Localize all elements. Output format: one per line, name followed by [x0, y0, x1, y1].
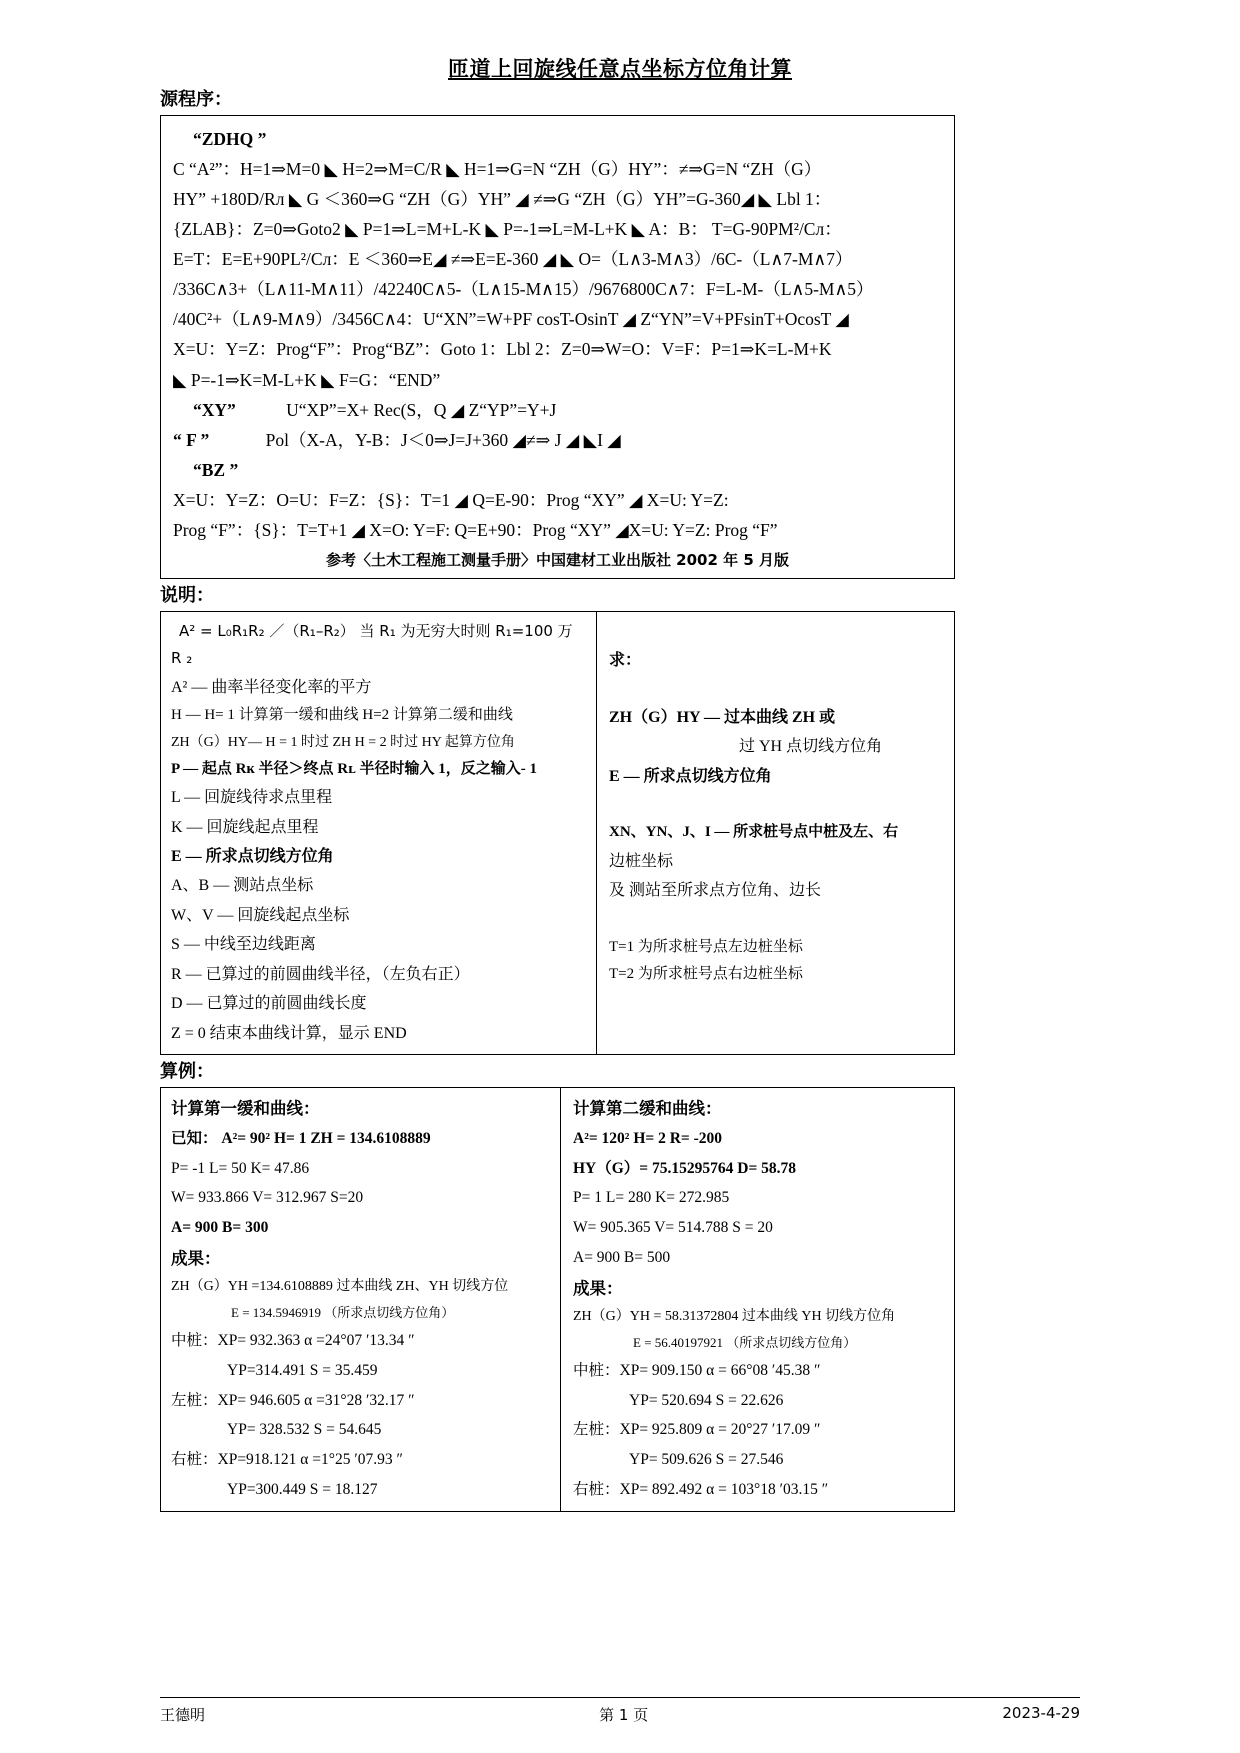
explain-item-d: D — 已算过的前圆曲线长度: [171, 995, 367, 1013]
explain-item-e: E — 所求点切线方位角: [171, 848, 334, 866]
code-line: /40C²+（L∧9-M∧9）/3456C∧4：U“XN”=W+PF cosT-OsinT ◢ Z“YN”=V+PFsinT+OcosT ◢: [173, 309, 849, 330]
example-right-column: [561, 1088, 954, 1511]
example-left-title: 计算第一缓和曲线：: [171, 1098, 320, 1118]
reference-note: 参考〈土木工程施工测量手册〉中国建材工业出版社 2002 年 5 月版: [325, 551, 790, 570]
example-left-result-2: 中桩：XP= 932.363 α =24°07 ′13.34 ″: [171, 1332, 415, 1350]
example-left-result-label: 成果：: [171, 1248, 221, 1268]
code-line: X=U：Y=Z：O=U：F=Z：{S}：T=1 ◢ Q=E-90：Prog “XY” ◢ X=U: Y=Z:: [173, 489, 729, 510]
explain-right-column: [597, 612, 954, 1055]
example-right-result-1: E = 56.40197921 （所求点切线方位角）: [633, 1334, 857, 1350]
example-right-known-1: HY（G）= 75.15295764 D= 58.78: [573, 1159, 797, 1177]
code-line: /336C∧3+（L∧11-M∧11）/42240C∧5-（L∧15-M∧15）/9676800C∧7：F=L-M-（L∧5-M∧5）: [173, 279, 874, 300]
example-left-result-7: YP=300.449 S = 18.127: [227, 1480, 378, 1498]
example-right-known-4: A= 900 B= 500: [573, 1248, 671, 1266]
example-left-known-1: P= -1 L= 50 K= 47.86: [171, 1159, 310, 1177]
example-right-known-3: W= 905.365 V= 514.788 S = 20: [573, 1219, 773, 1237]
explain-item-z: Z = 0 结束本曲线计算，显示 END: [171, 1024, 407, 1042]
explain-box: [160, 611, 955, 1056]
spacer: [609, 906, 946, 934]
explain-zh-hy-text: ZH（G）HY — 过本曲线 ZH 或: [609, 709, 836, 727]
explain-item-p: P — 起点 Rĸ 半径＞终点 Rʟ 半径时输入 1，反之输入- 1: [171, 760, 537, 777]
explain-item-k: K — 回旋线起点里程: [171, 818, 319, 836]
explain-formula-cont: R ₂: [171, 649, 193, 668]
example-section-label: 算例：: [160, 1061, 214, 1083]
explain-item-l: L — 回旋线待求点里程: [171, 789, 333, 807]
subroutine-f: [173, 425, 942, 455]
example-left-known-3: A= 900 B= 300: [171, 1219, 269, 1237]
explain-e-line: E — 所求点切线方位角: [609, 767, 772, 785]
code-line: E=T：E=E+90PL²/Cл：E ＜360⇒E◢ ≠⇒E=E-360 ◢ ◣ O=（L∧3-M∧3）/6C-（L∧7-M∧7）: [173, 249, 853, 270]
explain-item-r: R — 已算过的前圆曲线半径，（左负右正）: [171, 965, 470, 983]
subroutine-f-body: Pol（X-A，Y-B：J＜0⇒J=J+360 ◢≠⇒ J ◢ ◣I ◢: [265, 429, 621, 450]
spacer: [609, 675, 946, 703]
source-code-box: [160, 115, 955, 579]
explain-item-s: S — 中线至边线距离: [171, 936, 316, 954]
explain-item-a2: A² — 曲率半径变化率的平方: [171, 678, 372, 696]
example-right-result-0: ZH（G）YH = 58.31372804 过本曲线 YH 切线方位角: [573, 1309, 896, 1325]
page-footer: [160, 1697, 1080, 1725]
example-right-result-6: 右桩：XP= 892.492 α = 103°18 ′03.15 ″: [573, 1480, 829, 1498]
spacer: [609, 618, 946, 646]
code-line: C “A²”：H=1⇒M=0 ◣ H=2⇒M=C/R ◣ H=1⇒G=N “ZH（G）HY”：≠⇒G=N “ZH（G）: [173, 158, 822, 179]
example-left-column: [161, 1088, 561, 1511]
explain-ask-label: 求：: [609, 651, 642, 669]
example-left-result-0: ZH（G）YH =134.6108889 过本曲线 ZH、YH 切线方位: [171, 1279, 509, 1295]
example-right-known-0: A²= 120² H= 2 R= -200: [573, 1129, 723, 1147]
code-line: {ZLAB}：Z=0⇒Goto2 ◣ P=1⇒L=M+L-K ◣ P=-1⇒L=M-L+K ◣ A：B： T=G-90PM²/Cл：: [173, 219, 842, 240]
explain-item-ab: A、B — 测站点坐标: [171, 877, 314, 895]
example-left-result-3: YP=314.491 S = 35.459: [227, 1361, 378, 1379]
example-left-known-2: W= 933.866 V= 312.967 S=20: [171, 1189, 364, 1207]
example-right-known-2: P= 1 L= 280 K= 272.985: [573, 1189, 730, 1207]
example-right-title: 计算第二缓和曲线：: [573, 1098, 722, 1118]
subroutine-xy-body: U“XP”=X+ Rec(S，Q ◢ Z“YP”=Y+J: [286, 399, 557, 420]
subroutine-f-name: “ F ”: [173, 429, 210, 450]
subroutine-xy-name: “XY”: [193, 399, 236, 420]
code-line: ◣ P=-1⇒K=M-L+K ◣ F=G：“END”: [173, 369, 441, 390]
example-left-result-6: 右桩：XP=918.121 α =1°25 ′07.93 ″: [171, 1451, 403, 1469]
example-left-known-0: 已知： A²= 90² H= 1 ZH = 134.6108889: [171, 1129, 431, 1147]
explain-t1-line: T=1 为所求桩号点左边桩坐标: [609, 938, 803, 955]
explain-section-label: 说明：: [160, 585, 214, 607]
example-box: [160, 1087, 955, 1512]
explain-zh-hy-line2: 过 YH 点切线方位角: [739, 738, 883, 756]
example-left-result-5: YP= 328.532 S = 54.645: [227, 1421, 382, 1439]
example-right-result-3: YP= 520.694 S = 22.626: [629, 1391, 784, 1409]
source-section-label: 源程序：: [160, 89, 232, 111]
example-left-result-1: E = 134.5946919 （所求点切线方位角）: [231, 1305, 455, 1321]
explain-zh-hy-line1: [609, 703, 946, 732]
explain-item-h: H — H= 1 计算第一缓和曲线 H=2 计算第二缓和曲线: [171, 707, 513, 724]
explain-left-column: [161, 612, 597, 1055]
code-line: X=U：Y=Z：Prog“F”：Prog“BZ”：Goto 1：Lbl 2：Z=0⇒W=O：V=F：P=1⇒K=L-M+K: [173, 339, 832, 360]
explain-xn-line1: XN、YN、J、I — 所求桩号点中桩及左、右: [609, 824, 899, 841]
explain-t2-line: T=2 为所求桩号点右边桩坐标: [609, 966, 803, 983]
example-right-result-5: YP= 509.626 S = 27.546: [629, 1451, 784, 1469]
example-left-result-4: 左桩：XP= 946.605 α =31°28 ′32.17 ″: [171, 1391, 415, 1409]
subroutine-xy: [173, 395, 942, 425]
explain-xn-line3: 及 测站至所求点方位角、边长: [609, 882, 822, 900]
code-line: HY” +180D/Rл ◣ G ＜360⇒G “ZH（G）YH” ◢ ≠⇒G “ZH（G）YH”=G-360◢ ◣ Lbl 1：: [173, 188, 832, 209]
example-right-result-label: 成果：: [573, 1278, 623, 1298]
footer-date: 2023-4-29: [1002, 1704, 1080, 1722]
example-right-result-2: 中桩：XP= 909.150 α = 66°08 ′45.38 ″: [573, 1361, 821, 1379]
explain-item-wv: W、V — 回旋线起点坐标: [171, 906, 350, 924]
explain-item-zh-hy: ZH（G）HY— H = 1 时过 ZH H = 2 时过 HY 起算方位角: [171, 734, 515, 750]
explain-formula: A² = L₀R₁R₂ ／（R₁–R₂） 当 R₁ 为无穷大时则 R₁=100 万: [179, 621, 573, 640]
code-line: Prog “F”：{S}：T=T+1 ◢ X=O: Y=F: Q=E+90：Prog “XY” ◢X=U: Y=Z: Prog “F”: [173, 520, 778, 541]
footer-author: 王德明: [160, 1706, 206, 1724]
explain-xn-line2: 边桩坐标: [609, 852, 674, 870]
footer-page-number: 第 1 页: [599, 1706, 649, 1724]
spacer: [609, 791, 946, 819]
example-right-result-4: 左桩：XP= 925.809 α = 20°27 ′17.09 ″: [573, 1421, 821, 1439]
program-name: “ZDHQ ”: [193, 128, 267, 149]
subroutine-bz-name: “BZ ”: [193, 459, 239, 480]
page-title: 匝道上回旋线任意点坐标方位角计算: [448, 57, 792, 81]
